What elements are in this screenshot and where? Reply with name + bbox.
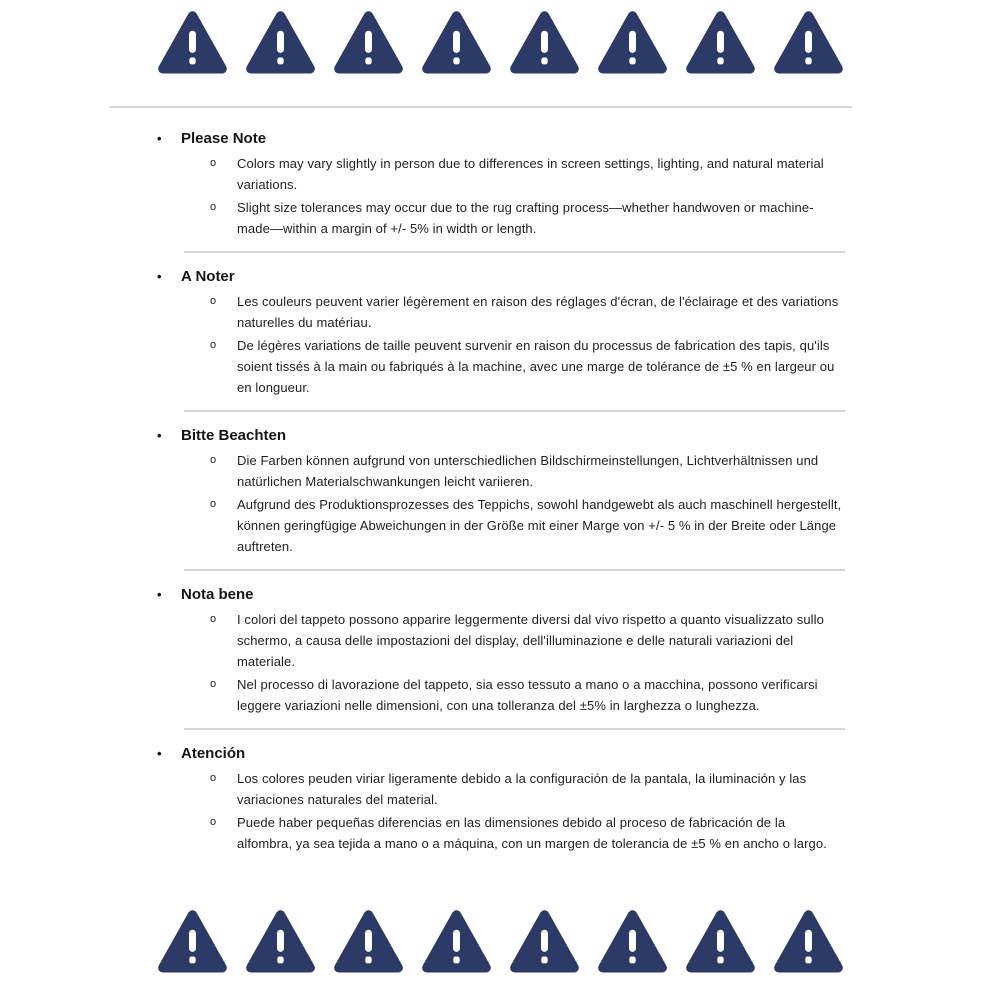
list-item (210, 450, 842, 492)
note-text: Aufgrund des Produktionsprozesses des Teppichs, sowohl handgewebt als auch maschinell hergestellt, können geringfügige Abweichungen in der Größe mit einer Marge von +/- 5 % in der Breite oder Länge auftreten. (237, 497, 842, 554)
section-title: Bitte Beachten (181, 427, 287, 444)
warning-triangles-bottom (0, 907, 1000, 975)
note-text: Los colores peuden viriar ligeramente debido a la configuración de la pantala, la iluminación y las variaciones naturales del material. (237, 771, 807, 807)
list-item (210, 768, 842, 810)
bullet-icon: • (157, 131, 162, 146)
section-heading (157, 267, 1000, 287)
section-divider (184, 410, 845, 412)
note-text: I colori del tappeto possono apparire leggermente diversi dal vivo rispetto a quanto visualizzato sullo schermo, a causa delle impostazioni del display, dell'illuminazione e delle naturali variazioni del materiale. (237, 612, 824, 669)
list-item (210, 153, 842, 195)
warning-triangle-icon (332, 907, 405, 975)
section-divider (184, 251, 845, 253)
warning-triangle-icon (420, 907, 493, 975)
warning-triangle-icon (772, 8, 845, 76)
bullet-icon: • (157, 587, 162, 602)
list-item (210, 291, 842, 333)
bullet-icon: • (157, 428, 162, 443)
list-item (210, 197, 842, 239)
circle-bullet-icon: o (210, 613, 217, 625)
section-a-noter (157, 267, 1000, 412)
section-bitte-beachten (157, 426, 1000, 571)
warning-triangle-icon (156, 907, 229, 975)
section-heading (157, 129, 1000, 149)
circle-bullet-icon: o (210, 772, 217, 784)
warning-triangle-icon (244, 8, 317, 76)
warning-triangle-icon (596, 907, 669, 975)
circle-bullet-icon: o (210, 678, 217, 690)
section-title: Nota bene (181, 586, 254, 603)
note-text: Die Farben können aufgrund von unterschiedlichen Bildschirmeinstellungen, Lichtverhältnissen und natürlichen Materialschwankungen leicht variieren. (237, 453, 819, 489)
circle-bullet-icon: o (210, 201, 217, 213)
warning-triangle-icon (508, 8, 581, 76)
notice-content (0, 129, 1000, 854)
bullet-icon: • (157, 746, 162, 761)
section-please-note (157, 129, 1000, 253)
section-title: Please Note (181, 130, 267, 147)
bullet-icon: • (157, 269, 162, 284)
list-item (210, 494, 842, 557)
circle-bullet-icon: o (210, 498, 217, 510)
warning-triangle-icon (596, 8, 669, 76)
top-divider (110, 106, 852, 108)
section-divider (184, 569, 845, 571)
section-title: A Noter (181, 268, 235, 285)
warning-triangle-icon (508, 907, 581, 975)
circle-bullet-icon: o (210, 454, 217, 466)
warning-triangle-icon (684, 907, 757, 975)
section-atencion (157, 744, 1000, 854)
section-heading (157, 585, 1000, 605)
section-divider (184, 728, 845, 730)
warning-triangle-icon (244, 907, 317, 975)
list-item (210, 335, 842, 398)
section-heading (157, 744, 1000, 764)
section-title: Atención (181, 745, 246, 762)
warning-triangle-icon (420, 8, 493, 76)
section-nota-bene (157, 585, 1000, 730)
section-heading (157, 426, 1000, 446)
circle-bullet-icon: o (210, 339, 217, 351)
warning-triangle-icon (332, 8, 405, 76)
warning-triangle-icon (772, 907, 845, 975)
note-text: Colors may vary slightly in person due to differences in screen settings, lighting, and natural material variations. (237, 156, 824, 192)
list-item (210, 812, 842, 854)
note-text: Puede haber pequeñas diferencias en las dimensiones debido al proceso de fabricación de la alfombra, ya sea tejida a mano o a máquina, con un margen de tolerancia de ±5 % en ancho o largo. (237, 815, 827, 851)
warning-triangles-top (0, 0, 1000, 76)
note-text: Slight size tolerances may occur due to the rug crafting process—whether handwoven or machine-made—within a margin of +/- 5% in width or length. (237, 200, 814, 236)
list-item (210, 609, 842, 672)
warning-triangle-icon (156, 8, 229, 76)
list-item (210, 674, 842, 716)
circle-bullet-icon: o (210, 816, 217, 828)
note-text: Les couleurs peuvent varier légèrement en raison des réglages d'écran, de l'éclairage et des variations naturelles du matériau. (237, 294, 839, 330)
circle-bullet-icon: o (210, 295, 217, 307)
circle-bullet-icon: o (210, 157, 217, 169)
note-text: De légères variations de taille peuvent survenir en raison du processus de fabrication des tapis, qu'ils soient tissés à la main ou fabriqués à la machine, avec une marge de tolérance de ±5 % en largeur ou en longueur. (237, 338, 835, 395)
note-text: Nel processo di lavorazione del tappeto, sia esso tessuto a mano o a macchina, possono verificarsi leggere variazioni nelle dimensioni, con una tolleranza del ±5% in larghezza o lunghezza. (237, 677, 818, 713)
warning-triangle-icon (684, 8, 757, 76)
